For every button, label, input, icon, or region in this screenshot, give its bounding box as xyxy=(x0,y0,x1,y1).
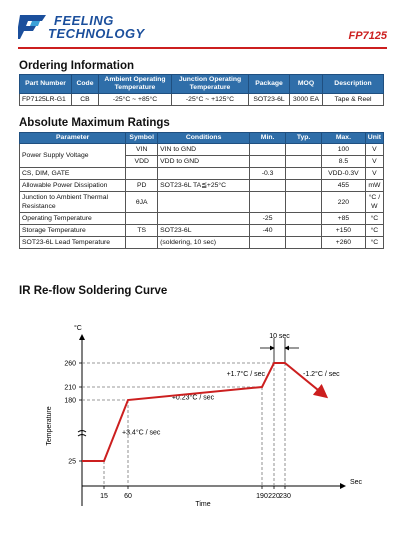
ordering-col-package: Package xyxy=(249,75,290,94)
cell-unit: °C xyxy=(365,225,383,237)
cell-part-number: FP7125LR-G1 xyxy=(20,94,72,106)
company-logo xyxy=(18,12,178,42)
cell-param: Storage Temperature xyxy=(20,225,126,237)
table-row xyxy=(20,192,384,213)
cell-cond: VIN to GND xyxy=(158,144,250,156)
cell-unit: °C xyxy=(365,213,383,225)
abs-col-symbol: Symbol xyxy=(126,133,158,144)
table-row xyxy=(20,213,384,225)
x-tick-label: 60 xyxy=(124,493,132,500)
cell-cond xyxy=(158,213,250,225)
x-tick-label: 220 xyxy=(268,493,280,500)
annotation-preheat: +3.4°C / sec xyxy=(122,429,161,437)
cell-unit: V xyxy=(365,168,383,180)
cell-cond xyxy=(158,192,250,213)
annotation-cool-down: -1.2°C / sec xyxy=(303,371,340,378)
abs-col-conditions: Conditions xyxy=(158,133,250,144)
cell-param: Operating Temperature xyxy=(20,213,126,225)
cell-max: 100 xyxy=(322,144,366,156)
table-row xyxy=(20,225,384,237)
cell-symbol: θJA xyxy=(126,192,158,213)
logo-line-1: FEELING xyxy=(54,13,114,28)
reflow-profile-line xyxy=(82,363,325,461)
cell-param: Junction to Ambient Thermal Resistance xyxy=(20,192,126,213)
abs-col-min: Min. xyxy=(250,133,286,144)
cell-param: Allowable Power Dissipation xyxy=(20,180,126,192)
x-unit-label: Sec xyxy=(350,479,363,486)
annotation-soak: +0.23°C / sec xyxy=(171,394,215,402)
x-axis-label: Time xyxy=(195,501,211,508)
cell-min: -25 xyxy=(250,213,286,225)
abs-header-row xyxy=(20,133,384,144)
cell-cond: (soldering, 10 sec) xyxy=(158,237,250,249)
x-tick-label: 15 xyxy=(100,493,108,500)
cell-unit: V xyxy=(365,144,383,156)
cell-symbol: TS xyxy=(126,225,158,237)
table-row xyxy=(20,144,384,156)
annotation-10-sec: 10 sec xyxy=(269,333,290,340)
ordering-col-code: Code xyxy=(72,75,99,94)
cell-symbol: PD xyxy=(126,180,158,192)
cell-moq: 3000 EA xyxy=(290,94,323,106)
header-rule xyxy=(18,47,387,49)
cell-unit: °C xyxy=(365,237,383,249)
cell-description: Tape & Reel xyxy=(323,94,384,106)
ordering-header-row xyxy=(20,75,384,94)
y-tick-label: 25 xyxy=(68,458,76,466)
cell-min: -40 xyxy=(250,225,286,237)
cell-min xyxy=(250,192,286,213)
y-unit-label: °C xyxy=(74,325,82,332)
cell-symbol: VDD xyxy=(126,156,158,168)
cell-unit: °C / W xyxy=(365,192,383,213)
cell-max: +150 xyxy=(322,225,366,237)
ordering-col-part-number: Part Number xyxy=(20,75,72,94)
cell-typ xyxy=(286,237,322,249)
cell-max: 8.5 xyxy=(322,156,366,168)
abs-table xyxy=(19,132,384,249)
reflow-title: IR Re-flow Soldering Curve xyxy=(19,285,168,297)
cell-max: +260 xyxy=(322,237,366,249)
cell-min xyxy=(250,180,286,192)
table-row xyxy=(20,168,384,180)
ordering-table xyxy=(19,74,384,106)
cell-max: +85 xyxy=(322,213,366,225)
table-row xyxy=(20,237,384,249)
cell-param: CS, DIM, GATE xyxy=(20,168,126,180)
cell-cond: VDD to GND xyxy=(158,156,250,168)
ordering-col-description: Description xyxy=(323,75,384,94)
cell-package: SOT23-6L xyxy=(249,94,290,106)
cell-min xyxy=(250,156,286,168)
x-tick-label: 190 xyxy=(256,493,268,500)
abs-col-parameter: Parameter xyxy=(20,133,126,144)
cell-typ xyxy=(286,192,322,213)
cell-param: SOT23-6L Lead Temperature xyxy=(20,237,126,249)
y-tick-label: 210 xyxy=(64,384,76,392)
reflow-chart xyxy=(0,318,400,528)
cell-cond: SOT23-6L TA≦+25°C xyxy=(158,180,250,192)
y-tick-label: 180 xyxy=(64,397,76,405)
cell-typ xyxy=(286,168,322,180)
cell-typ xyxy=(286,225,322,237)
logo-line-2: TECHNOLOGY xyxy=(48,26,145,41)
cell-cond xyxy=(158,168,250,180)
table-row xyxy=(20,180,384,192)
cell-ambient: -25°C ~ +85°C xyxy=(99,94,172,106)
ordering-col-ambient: Ambient Operating Temperature xyxy=(99,75,172,94)
cell-min xyxy=(250,144,286,156)
ordering-col-moq: MOQ xyxy=(290,75,323,94)
ordering-col-junction: Junction Operating Temperature xyxy=(172,75,249,94)
logo-mark-icon xyxy=(18,12,52,40)
cell-min xyxy=(250,237,286,249)
cell-cond: SOT23-6L xyxy=(158,225,250,237)
cell-max: 220 xyxy=(322,192,366,213)
cell-symbol xyxy=(126,237,158,249)
y-axis-label: Temperature xyxy=(46,406,53,446)
cell-typ xyxy=(286,156,322,168)
annotation-ramp-up-peak: +1.7°C / sec xyxy=(226,371,265,378)
part-number: FP7125 xyxy=(348,30,387,42)
y-tick-label: 260 xyxy=(64,360,76,368)
cell-max: 455 xyxy=(322,180,366,192)
cell-typ xyxy=(286,213,322,225)
cell-unit: V xyxy=(365,156,383,168)
ordering-title: Ordering Information xyxy=(19,60,134,72)
abs-col-typ: Typ. xyxy=(286,133,322,144)
cell-junction: -25°C ~ +125°C xyxy=(172,94,249,106)
cell-typ xyxy=(286,144,322,156)
cell-symbol xyxy=(126,168,158,180)
cell-code: CB xyxy=(72,94,99,106)
cell-min: -0.3 xyxy=(250,168,286,180)
cell-param: Power Supply Voltage xyxy=(20,144,126,168)
abs-col-max: Max. xyxy=(322,133,366,144)
x-tick-label: 230 xyxy=(279,493,291,500)
table-row xyxy=(20,94,384,106)
abs-col-unit: Unit xyxy=(365,133,383,144)
cell-typ xyxy=(286,180,322,192)
cell-unit: mW xyxy=(365,180,383,192)
cell-max: VDD-0.3V xyxy=(322,168,366,180)
cell-symbol: VIN xyxy=(126,144,158,156)
abs-title: Absolute Maximum Ratings xyxy=(19,117,170,129)
cell-symbol xyxy=(126,213,158,225)
